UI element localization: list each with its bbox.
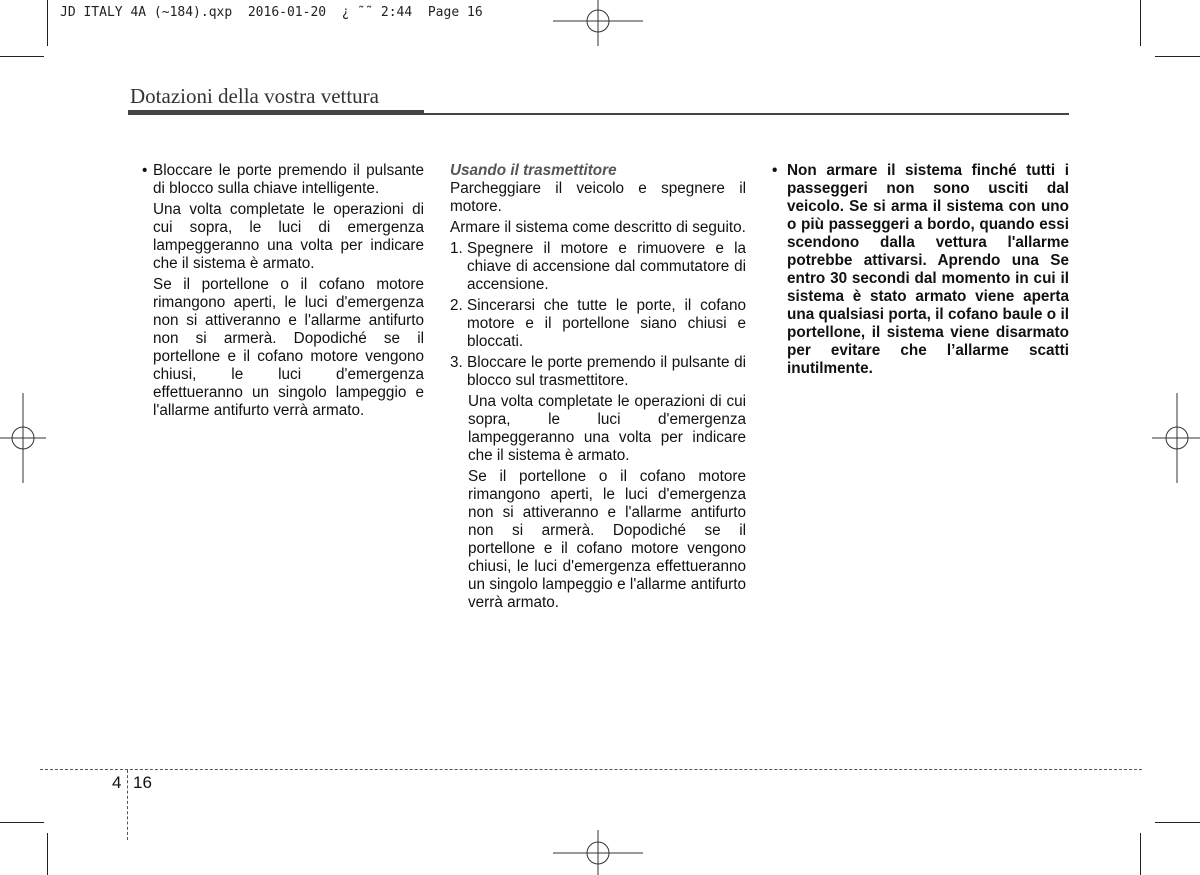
crop-mark	[0, 56, 44, 57]
bullet-item	[142, 162, 424, 198]
registration-mark-icon	[0, 393, 46, 483]
registration-mark-icon	[1152, 393, 1200, 483]
step-number: 1.	[450, 240, 463, 257]
paragraph: Parcheggiare il veicolo e spegnere il motore.	[450, 180, 746, 215]
crop-mark	[47, 0, 48, 46]
warning-text: Non armare il sistema finché tutti i passeggeri non sono usciti dal veicolo. Se si arma il sistema con uno o più passeggeri a bordo, quando essi scendono dalla vettura l'allarme potrebbe attivarsi. Aprendo una Se entro 30 secondi dal momento in cui il sistema è stato armato viene aperta una qualsiasi porta, il cofano baule o il portellone, il sistema viene disarmato per evitare che l’allarme scatti inutilmente.	[787, 162, 1069, 377]
column-middle	[450, 162, 746, 612]
crop-mark	[1155, 822, 1200, 823]
paragraph: Una volta completate le operazioni di cui sopra, le luci d'emergenza lampeggeranno una volta per indicare che il sistema è armato.	[468, 393, 746, 464]
step-text: Spegnere il motore e rimuovere e la chiave di accensione dal commutatore di accensione.	[467, 240, 746, 293]
page-number: 16	[133, 773, 152, 792]
step-number: 2.	[450, 297, 463, 314]
footer-divider	[127, 770, 128, 840]
crop-mark	[1140, 833, 1141, 875]
paragraph: Se il portellone o il cofano motore rimangono aperti, le luci d'emergenza non si attiveranno e l'allarme antifurto non si armerà. Dopodiché se il portellone e il cofano motore vengono chiusi, le luci d'emergenza effettueranno un singolo lampeggio e l'allarme antifurto verrà armato.	[468, 468, 746, 611]
bullet-mark: •	[142, 162, 148, 179]
crop-mark	[1155, 56, 1200, 57]
column-right	[771, 162, 1069, 378]
crop-mark	[0, 822, 44, 823]
footer-rule	[40, 769, 1142, 770]
header-rule-thick	[128, 110, 424, 115]
registration-mark-icon	[553, 0, 643, 46]
step-number: 3.	[450, 354, 463, 371]
step-text: Sincerarsi che tutte le porte, il cofano motore e il portellone siano chiusi e bloccati.	[467, 297, 746, 350]
header-rule-thin	[424, 113, 1069, 115]
chapter-number: 4	[112, 773, 122, 792]
page-header-title: Dotazioni della vostra vettura	[130, 84, 379, 108]
numbered-step	[450, 240, 746, 294]
bullet-text: Bloccare le porte premendo il pulsante di blocco sulla chiave intelligente.	[153, 162, 424, 197]
print-slug-line: JD ITALY 4A (~184).qxp 2016-01-20 ¿ ˜˜ 2:44 Page 16	[60, 5, 483, 20]
step-text: Bloccare le porte premendo il pulsante di blocco sul trasmettitore.	[467, 354, 746, 389]
bullet-mark: •	[772, 162, 778, 179]
registration-mark-icon	[553, 830, 643, 875]
paragraph: Armare il sistema come descritto di seguito.	[450, 219, 746, 236]
numbered-step	[450, 354, 746, 390]
paragraph: Una volta completate le operazioni di cui sopra, le luci di emergenza lampeggeranno una volta per indicare che il sistema è armato.	[153, 201, 424, 272]
crop-mark	[1140, 0, 1141, 46]
numbered-step	[450, 297, 746, 351]
warning-bullet	[771, 162, 1069, 378]
paragraph: Se il portellone o il cofano motore rimangono aperti, le luci d'emergenza non si attiveranno e l'allarme antifurto non si armerà. Dopodiché se il portellone e il cofano motore vengono chiusi, le luci d'emergenza effettueranno un singolo lampeggio e l'allarme antifurto verrà armato.	[153, 276, 424, 419]
column-left	[142, 162, 424, 420]
crop-mark	[47, 833, 48, 875]
section-subheading: Usando il trasmettitore	[450, 162, 617, 179]
